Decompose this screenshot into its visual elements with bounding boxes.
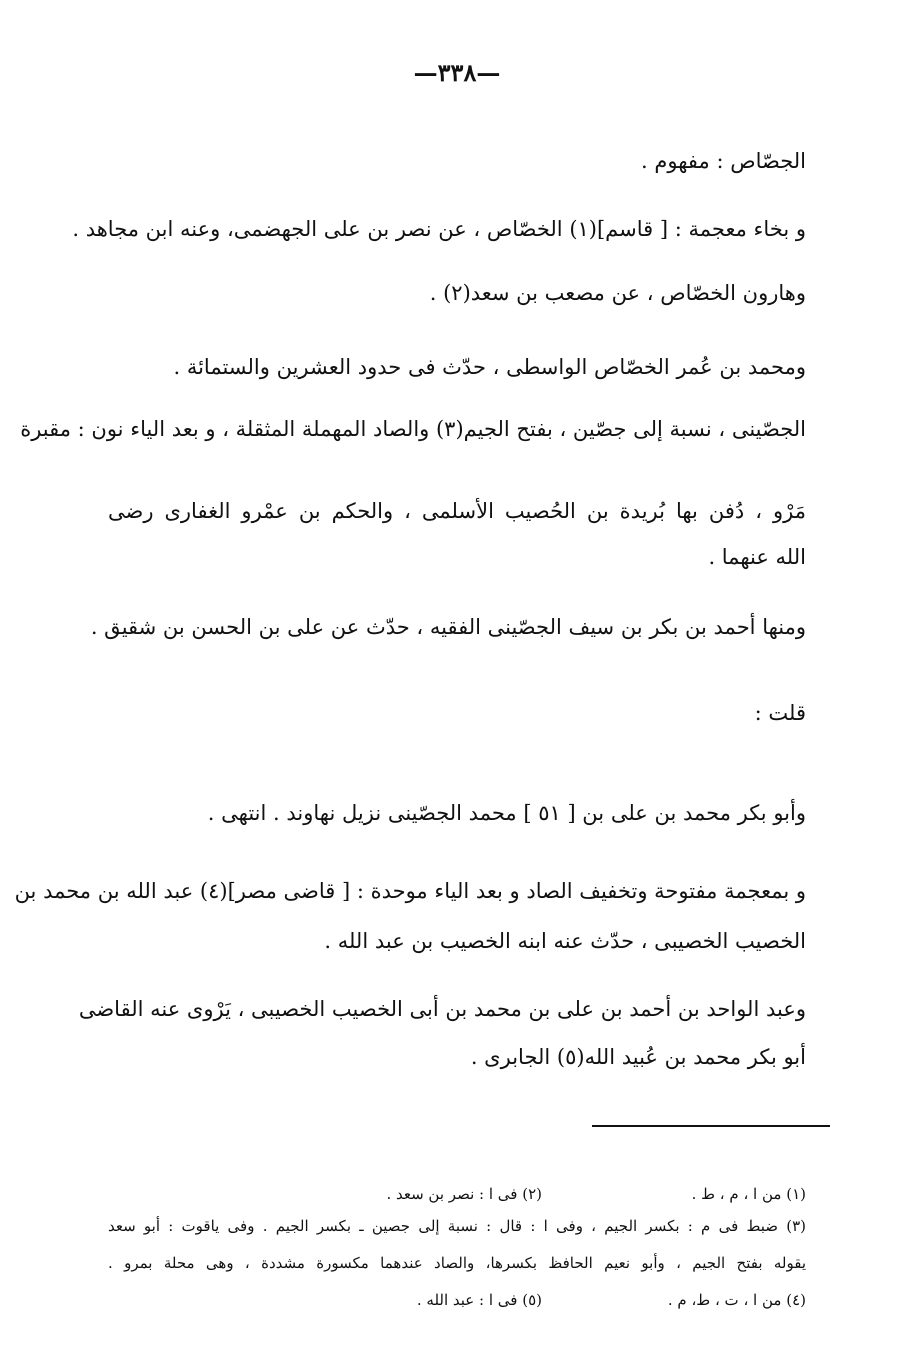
text-line: الخصيب الخصيبى ، حدّث عنه ابنه الخصيب بن عبد الله . — [324, 929, 806, 953]
text-line: ومحمد بن عُمر الخصّاص الواسطى ، حدّث فى حدود العشرين والستمائة . — [173, 355, 806, 379]
footnote-4: (٤) من ا ، ت ، ط، م . — [667, 1291, 806, 1309]
text-line: وهارون الخصّاص ، عن مصعب بن سعد(٢) . — [429, 281, 806, 305]
text-line: الجصّينى ، نسبة إلى جصّين ، بفتح الجيم(٣) والصاد المهملة المثقلة ، و بعد الياء نون : مقبرة — [20, 417, 806, 441]
footnote-separator — [592, 1125, 830, 1127]
text-line: قلت : — [754, 701, 806, 725]
text-line: وأبو بكر محمد بن على بن [ ٥١ ] محمد الجصّينى نزيل نهاوند . انتهى . — [207, 801, 806, 825]
text-line: أبو بكر محمد بن عُبيد الله(٥) الجابرى . — [470, 1045, 806, 1069]
footnote-3: (٣) ضبط فى م : بكسر الجيم ، وفى ا : قال : نسبة إلى جصين ـ بكسر الجيم . وفى ياقوت : أبو سعد — [108, 1217, 806, 1235]
footnote-2: (٢) فى ا : نصر بن سعد . — [386, 1185, 542, 1203]
text-line: ومنها أحمد بن بكر بن سيف الجصّينى الفقيه ، حدّث عن على بن الحسن بن شقيق . — [90, 615, 806, 639]
footnote-1: (١) من ا ، م ، ط . — [691, 1185, 806, 1203]
text-line: و بخاء معجمة : [ قاسم](١) الخصّاص ، عن نصر بن على الجهضمى، وعنه ابن مجاهد . — [72, 217, 806, 241]
text-line: الله عنهما . — [708, 545, 806, 569]
text-line: مَرْو ، دُفن بها بُريدة بن الحُصيب الأسلمى ، والحكم بن عمْرو الغفارى رضى — [108, 499, 806, 523]
footnote-5: (٥) فى ا : عبد الله . — [416, 1291, 542, 1309]
footnote-3-continued: يقوله بفتح الجيم ، وأبو نعيم الحافظ بكسرها، والصاد عندهما مكسورة مشددة ، وهى محلة بمرو . — [108, 1254, 806, 1272]
text-line: و بمعجمة مفتوحة وتخفيف الصاد و بعد الياء موحدة : [ قاضى مصر](٤) عبد الله بن محمد بن — [14, 879, 806, 903]
page-number: —٣٣٨— — [413, 58, 501, 87]
text-line: وعبد الواحد بن أحمد بن على بن محمد بن أبى الخصيب الخصيبى ، يَرْوى عنه القاضى — [78, 997, 806, 1021]
text-line: الجصّاص : مفهوم . — [641, 149, 806, 173]
